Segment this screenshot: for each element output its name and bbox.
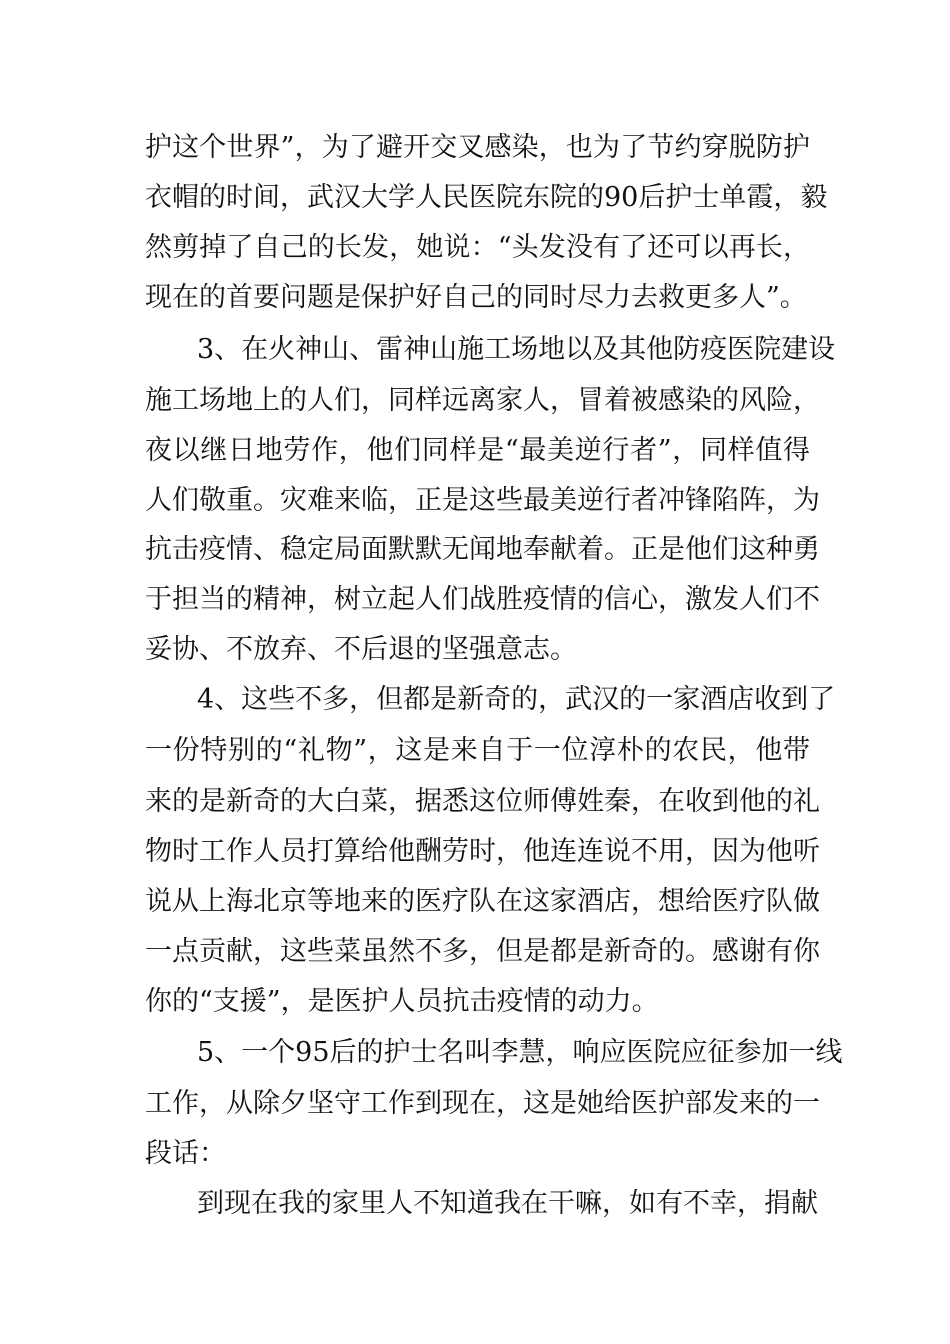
text-line: 衣帽的时间，武汉大学人民医院东院的90后护士单霞，毅 bbox=[145, 182, 828, 213]
text-line: 物时工作人员打算给他酬劳时，他连连说不用，因为他听 bbox=[145, 836, 820, 867]
text-line: 然剪掉了自己的长发，她说：“头发没有了还可以再长， bbox=[145, 232, 810, 263]
text-line: 抗击疫情、稳定局面默默无闻地奉献着。正是他们这种勇 bbox=[145, 534, 820, 565]
paragraph-4-first-line: 4、这些不多，但都是新奇的，武汉的一家酒店收到了 bbox=[197, 684, 836, 715]
text-line: 来的是新奇的大白菜，据悉这位师傅姓秦，在收到他的礼 bbox=[145, 786, 820, 817]
text-line: 工作，从除夕坚守工作到现在，这是她给医护部发来的一 bbox=[145, 1088, 820, 1119]
text-line: 一点贡献，这些菜虽然不多，但是都是新奇的。感谢有你 bbox=[145, 936, 820, 967]
paragraph-5-first-line: 5、一个95后的护士名叫李慧，响应医院应征参加一线 bbox=[197, 1037, 843, 1068]
text-line: 妥协、不放弃、不后退的坚强意志。 bbox=[145, 634, 577, 665]
text-line: 人们敬重。灾难来临，正是这些最美逆行者冲锋陷阵，为 bbox=[145, 485, 820, 516]
text-line: 说从上海北京等地来的医疗队在这家酒店，想给医疗队做 bbox=[145, 886, 820, 917]
text-line: 护这个世界”，为了避开交叉感染，也为了节约穿脱防护 bbox=[145, 132, 810, 163]
text-line: 施工场地上的人们，同样远离家人，冒着被感染的风险， bbox=[145, 385, 820, 416]
text-line: 一份特别的“礼物”，这是来自于一位淳朴的农民，他带 bbox=[145, 735, 810, 766]
paragraph-3-first-line: 3、在火神山、雷神山施工场地以及其他防疫医院建设 bbox=[197, 334, 836, 365]
quote-first-line: 到现在我的家里人不知道我在干嘛，如有不幸，捐献 bbox=[197, 1188, 818, 1219]
text-line: 于担当的精神，树立起人们战胜疫情的信心，激发人们不 bbox=[145, 584, 820, 615]
text-line: 你的“支援”，是医护人员抗击疫情的动力。 bbox=[145, 986, 659, 1017]
text-line: 段话： bbox=[145, 1138, 226, 1169]
text-line: 现在的首要问题是保护好自己的同时尽力去救更多人”。 bbox=[145, 282, 807, 313]
text-line: 夜以继日地劳作，他们同样是“最美逆行者”，同样值得 bbox=[145, 435, 810, 466]
